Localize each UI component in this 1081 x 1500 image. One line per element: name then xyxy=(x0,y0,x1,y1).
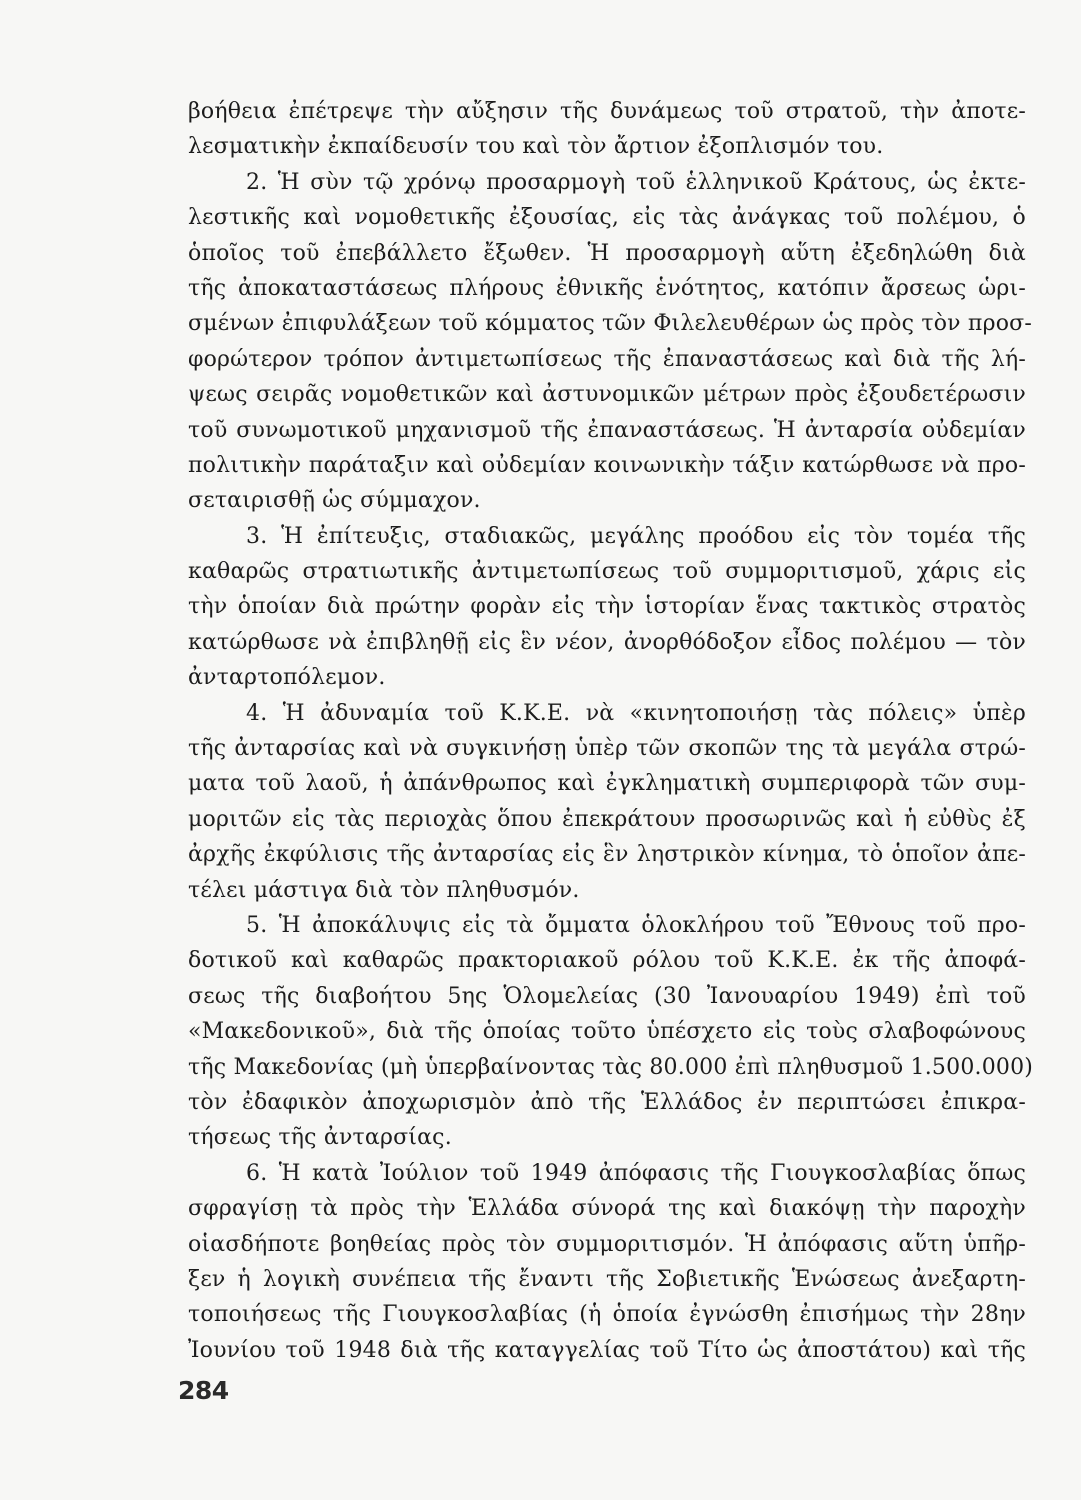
text-line: κατώρθωσε νὰ ἐπιβληθῇ εἰς ἓν νέον, ἀνορθόδοξον εἶδος πολέμου — τὸν xyxy=(188,629,1026,655)
text-line: τήσεως τῆς ἀνταρσίας. xyxy=(188,1125,452,1151)
text-line: φορώτερον τρόπον ἀντιμετωπίσεως τῆς ἐπαναστάσεως καὶ διὰ τῆς λή- xyxy=(188,346,1026,372)
text-line: καθαρῶς στρατιωτικῆς ἀντιμετωπίσεως τοῦ συμμοριτισμοῦ, χάρις εἰς xyxy=(188,559,1026,585)
text-line: σφραγίσῃ τὰ πρὸς τὴν Ἑλλάδα σύνορά της καὶ διακόψῃ τὴν παροχὴν xyxy=(188,1196,1026,1222)
text-line: λεστικῆς καὶ νομοθετικῆς ἐξουσίας, εἰς τὰς ἀνάγκας τοῦ πολέμου, ὁ xyxy=(188,205,1026,231)
text-line: 6. Ἡ κατὰ Ἰούλιον τοῦ 1949 ἀπόφασις τῆς Γιουγκοσλαβίας ὅπως xyxy=(246,1160,1026,1186)
text-line: ψεως σειρᾶς νομοθετικῶν καὶ ἀστυνομικῶν μέτρων πρὸς ἐξουδετέρωσιν xyxy=(188,382,1026,408)
text-line: τοποιήσεως τῆς Γιουγκοσλαβίας (ἡ ὁποία ἐγνώσθη ἐπισήμως τὴν 28ην xyxy=(188,1302,1026,1328)
text-line: ξεν ἡ λογικὴ συνέπεια τῆς ἔναντι τῆς Σοβιετικῆς Ἑνώσεως ἀνεξαρτη- xyxy=(188,1266,1026,1292)
text-line: «Μακεδονικοῦ», διὰ τῆς ὁποίας τοῦτο ὑπέσχετο εἰς τοὺς σλαβοφώνους xyxy=(188,1019,1026,1045)
text-line: βοήθεια ἐπέτρεψε τὴν αὔξησιν τῆς δυνάμεως τοῦ στρατοῦ, τὴν ἀποτε- xyxy=(188,99,1026,124)
text-line: 2. Ἡ σὺν τῷ χρόνῳ προσαρμογὴ τοῦ ἑλληνικοῦ Κράτους, ὡς ἐκτε- xyxy=(246,169,1026,195)
text-line: τοῦ συνωμοτικοῦ μηχανισμοῦ τῆς ἐπαναστάσεως. Ἡ ἀνταρσία οὐδεμίαν xyxy=(188,417,1026,443)
text-line: 5. Ἡ ἀποκάλυψις εἰς τὰ ὄμματα ὁλοκλήρου τοῦ Ἔθνους τοῦ προ- xyxy=(246,912,1026,938)
text-line: σεως τῆς διαβοήτου 5ης Ὁλομελείας (30 Ἰανουαρίου 1949) ἐπὶ τοῦ xyxy=(188,983,1026,1009)
text-line: τέλει μάστιγα διὰ τὸν πληθυσμόν. xyxy=(188,877,580,903)
text-line: τῆς ἀποκαταστάσεως πλήρους ἐθνικῆς ἑνότητος, κατόπιν ἄρσεως ὡρι- xyxy=(188,275,1026,301)
text-line: ὁποῖος τοῦ ἐπεβάλλετο ἔξωθεν. Ἡ προσαρμογὴ αὕτη ἐξεδηλώθη διὰ xyxy=(188,240,1026,266)
text-line: Ἰουνίου τοῦ 1948 διὰ τῆς καταγγελίας τοῦ Τίτο ὡς ἀποστάτου) καὶ τῆς xyxy=(188,1337,1026,1363)
text-line: 4. Ἡ ἀδυναμία τοῦ Κ.Κ.Ε. νὰ «κινητοποιήσῃ τὰς πόλεις» ὑπὲρ xyxy=(246,700,1026,726)
text-line: ἀνταρτοπόλεμον. xyxy=(188,665,386,691)
text-line: λεσματικὴν ἐκπαίδευσίν του καὶ τὸν ἄρτιον ἐξοπλισμόν του. xyxy=(188,134,884,160)
page-number: 284 xyxy=(178,1376,229,1405)
text-line: δοτικοῦ καὶ καθαρῶς πρακτοριακοῦ ρόλου τοῦ Κ.Κ.Ε. ἐκ τῆς ἀποφά- xyxy=(188,948,1026,974)
text-line: τῆς ἀνταρσίας καὶ νὰ συγκινήσῃ ὑπὲρ τῶν σκοπῶν της τὰ μεγάλα στρώ- xyxy=(188,736,1026,762)
text-line: οἱασδήποτε βοηθείας πρὸς τὸν συμμοριτισμόν. Ἡ ἀπόφασις αὕτη ὑπῆρ- xyxy=(188,1231,1026,1257)
text-line: μοριτῶν εἰς τὰς περιοχὰς ὅπου ἐπεκράτουν προσωρινῶς καὶ ἡ εὐθὺς ἐξ xyxy=(188,806,1026,832)
text-line: ματα τοῦ λαοῦ, ἡ ἀπάνθρωπος καὶ ἐγκληματικὴ συμπεριφορὰ τῶν συμ- xyxy=(188,771,1026,797)
text-line: 3. Ἡ ἐπίτευξις, σταδιακῶς, μεγάλης προόδου εἰς τὸν τομέα τῆς xyxy=(246,523,1026,549)
text-line: τὴν ὁποίαν διὰ πρώτην φορὰν εἰς τὴν ἱστορίαν ἕνας τακτικὸς στρατὸς xyxy=(188,594,1026,620)
text-line: σμένων ἐπιφυλάξεων τοῦ κόμματος τῶν Φιλελευθέρων ὡς πρὸς τὸν προσ- xyxy=(188,311,1033,337)
text-line: πολιτικὴν παράταξιν καὶ οὐδεμίαν κοινωνικὴν τάξιν κατώρθωσε νὰ προ- xyxy=(188,452,1026,478)
text-line: τὸν ἐδαφικὸν ἀποχωρισμὸν ἀπὸ τῆς Ἑλλάδος ἐν περιπτώσει ἐπικρα- xyxy=(188,1089,1026,1115)
text-line: ἀρχῆς ἐκφύλισις τῆς ἀνταρσίας εἰς ἓν ληστρικὸν κίνημα, τὸ ὁποῖον ἀπε- xyxy=(188,842,1026,868)
body-text xyxy=(188,94,1034,1368)
text-line: τῆς Μακεδονίας (μὴ ὑπερβαίνοντας τὰς 80.000 ἐπὶ πληθυσμοῦ 1.500.000) xyxy=(188,1054,1034,1080)
text-line: σεταιρισθῇ ὡς σύμμαχον. xyxy=(188,488,481,514)
